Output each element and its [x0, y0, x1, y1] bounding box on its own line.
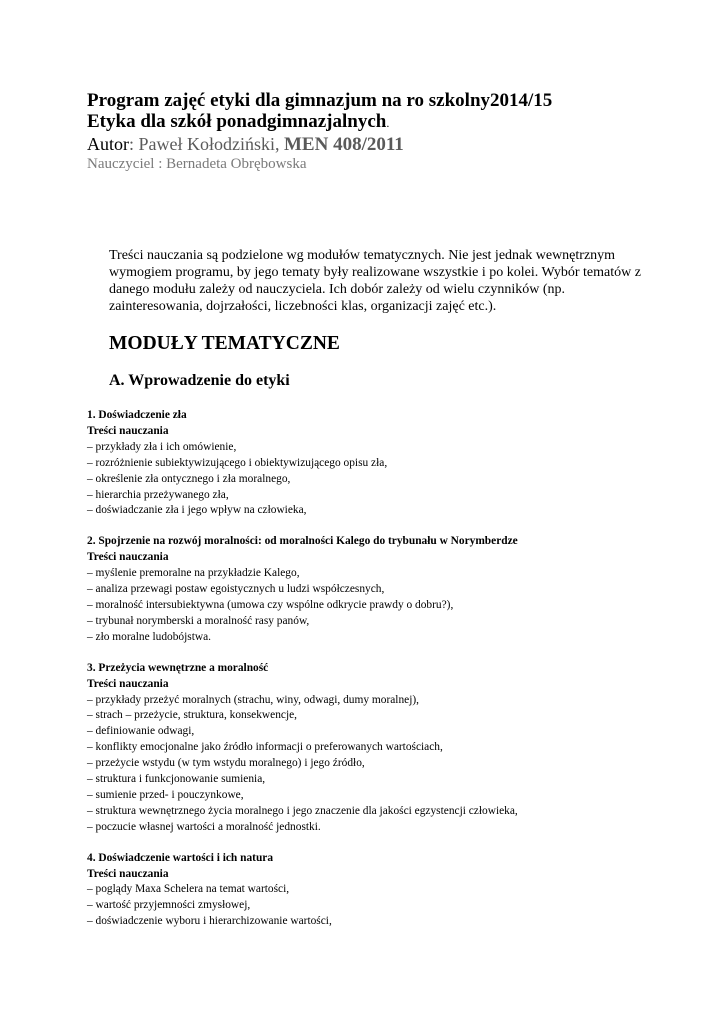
topic-2 — [87, 534, 687, 645]
list-item: – określenie zła ontycznego i zła moralnego, — [87, 472, 291, 485]
list-item: – myślenie premoralne na przykładzie Kalego, — [87, 567, 300, 580]
author-code: MEN 408/2011 — [284, 134, 404, 155]
modules-heading: MODUŁY TEMATYCZNE — [109, 333, 340, 354]
topic-subheading: Treści nauczania — [87, 677, 169, 690]
topic-items — [87, 566, 687, 646]
topic-3 — [87, 661, 687, 836]
topic-items — [87, 693, 687, 836]
list-item: – wartość przyjemności zmysłowej, — [87, 899, 251, 912]
topic-title: 3. Przeżycia wewnętrzne a moralność — [87, 661, 269, 674]
author-label: Autor — [87, 134, 129, 154]
list-item: – zło moralne ludobójstwa. — [87, 630, 212, 643]
author-name: : Paweł Kołodziński, — [129, 134, 284, 154]
topic-title: 2. Spojrzenie na rozwój moralności: od moralności Kalego do trybunału w Norymberdze — [87, 535, 518, 548]
list-item: – poglądy Maxa Schelera na temat wartości, — [87, 883, 290, 896]
list-item: – struktura wewnętrznego życia moralnego i jego znaczenie dla jakości egzystencji człowieka, — [87, 804, 518, 817]
list-item: – konflikty emocjonalne jako źródło informacji o preferowanych wartościach, — [87, 741, 443, 754]
list-item: – hierarchia przeżywanego zła, — [87, 488, 229, 501]
list-item: – rozróżnienie subiektywizującego i obiektywizującego opisu zła, — [87, 456, 388, 469]
document-subtitle — [87, 111, 552, 134]
topic-4 — [87, 851, 687, 931]
document-title: Program zajęć etyki dla gimnazjum na ro szkolny2014/15 — [87, 90, 553, 111]
list-item: – doświadczenie wyboru i hierarchizowanie wartości, — [87, 915, 332, 928]
title-block — [87, 90, 552, 174]
topic-items — [87, 440, 687, 520]
topic-subheading: Treści nauczania — [87, 424, 169, 437]
topic-subheading: Treści nauczania — [87, 551, 169, 564]
list-item: – przykłady przeżyć moralnych (strachu, winy, odwagi, dumy moralnej), — [87, 693, 420, 706]
list-item: – analiza przewagi postaw egoistycznych u ludzi współczesnych, — [87, 583, 385, 596]
topic-items — [87, 882, 687, 930]
author-line — [87, 134, 552, 155]
list-item: – poczucie własnej wartości a moralność jednostki. — [87, 820, 321, 833]
list-item: – strach – przeżycie, struktura, konsekwencje, — [87, 709, 298, 722]
list-item: – przykłady zła i ich omówienie, — [87, 440, 237, 453]
list-item: – doświadczanie zła i jego wpływ na człowieka, — [87, 504, 307, 517]
list-item: – struktura i funkcjonowanie sumienia, — [87, 773, 266, 786]
list-item: – moralność intersubiektywna (umowa czy wspólne odkrycie prawdy o dobru?), — [87, 598, 454, 611]
topics-list — [87, 408, 687, 945]
topic-title: 4. Doświadczenie wartości i ich natura — [87, 851, 274, 864]
list-item: – trybunał norymberski a moralność rasy panów, — [87, 614, 310, 627]
topic-subheading: Treści nauczania — [87, 867, 169, 880]
list-item: – definiowanie odwagi, — [87, 725, 195, 738]
topic-1 — [87, 408, 687, 519]
topic-title: 1. Doświadczenie zła — [87, 409, 187, 421]
intro-paragraph: Treści nauczania są podzielone wg modułów tematycznych. Nie jest jednak wewnętrznym wymogiem programu, by jego tematy były realizowane wszystkie i po kolei. Wybór tematów z danego modułu zależy od nauczyciela. Ich dobór zależy od wielu czynników (np. zainteresowania, dojrzałości, liczebności klas, organizacji zajęć etc.). — [109, 248, 641, 314]
section-a-heading: A. Wprowadzenie do etyki — [109, 372, 290, 389]
list-item: – sumienie przed- i pouczynkowe, — [87, 788, 244, 801]
teacher-line: Nauczyciel : Bernadeta Obrębowska — [87, 156, 307, 172]
subtitle-text: Etyka dla szkół ponadgimnazjalnych — [87, 111, 387, 132]
subtitle-dot: . — [386, 116, 390, 130]
list-item: – przeżycie wstydu (w tym wstydu moralnego) i jego źródło, — [87, 757, 365, 770]
